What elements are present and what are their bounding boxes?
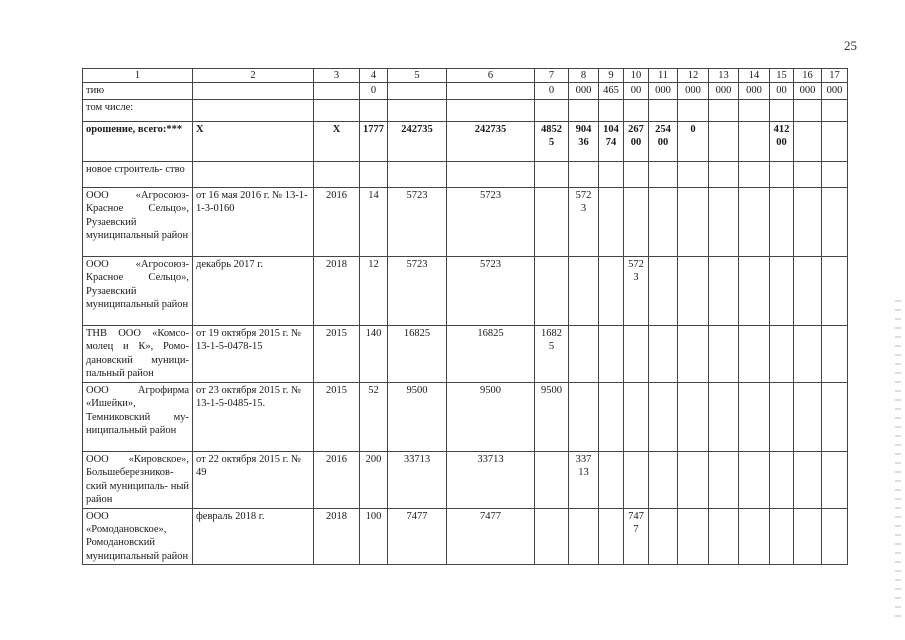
value-cell (770, 188, 794, 257)
value-cell (822, 451, 848, 508)
row-label: ООО Агрофирма «Ишейки», Темниковский му- ниципальный район (83, 382, 193, 451)
value-cell (649, 188, 678, 257)
value-cell (535, 100, 569, 122)
value-cell (709, 508, 739, 565)
value-cell: 200 (360, 451, 388, 508)
value-cell (624, 188, 649, 257)
value-cell: 465 (599, 83, 624, 100)
value-cell (599, 257, 624, 326)
value-cell (569, 100, 599, 122)
value-cell: 4852 5 (535, 122, 569, 162)
value-cell: 5723 (388, 188, 447, 257)
value-cell (739, 508, 770, 565)
value-cell: 412 00 (770, 122, 794, 162)
row-romodanovskoe (83, 508, 848, 565)
value-cell (569, 326, 599, 383)
row-label: орошение, всего:*** (83, 122, 193, 162)
value-cell (822, 162, 848, 188)
row-ishеyki (83, 382, 848, 451)
permit-cell (193, 83, 314, 100)
value-cell (678, 162, 709, 188)
row-label: ООО «Агросоюз-Красное Сельцо», Рузаевский муниципальный район (83, 188, 193, 257)
value-cell: 2015 (314, 326, 360, 383)
value-cell: 104 74 (599, 122, 624, 162)
value-cell (649, 326, 678, 383)
value-cell (569, 162, 599, 188)
value-cell (649, 257, 678, 326)
value-cell: 242735 (447, 122, 535, 162)
value-cell (794, 122, 822, 162)
value-cell: 140 (360, 326, 388, 383)
value-cell (678, 257, 709, 326)
column-number: 6 (447, 69, 535, 83)
value-cell (794, 508, 822, 565)
value-cell (739, 122, 770, 162)
column-number: 17 (822, 69, 848, 83)
value-cell (535, 508, 569, 565)
value-cell (822, 257, 848, 326)
column-number-row (83, 69, 848, 83)
column-number: 2 (193, 69, 314, 83)
value-cell: 000 (794, 83, 822, 100)
value-cell (822, 188, 848, 257)
value-cell: 00 (624, 83, 649, 100)
row-agrosoyuz-2018 (83, 257, 848, 326)
value-cell (535, 257, 569, 326)
column-number: 5 (388, 69, 447, 83)
row-label: тию (83, 83, 193, 100)
value-cell (535, 188, 569, 257)
investment-table (82, 68, 848, 565)
value-cell (624, 451, 649, 508)
permit-cell: от 23 октября 2015 г. № 13-1-5-0485-15. (193, 382, 314, 451)
value-cell (599, 451, 624, 508)
value-cell (599, 326, 624, 383)
value-cell (624, 162, 649, 188)
permit-cell (193, 162, 314, 188)
value-cell: 33713 (447, 451, 535, 508)
value-cell: 9500 (535, 382, 569, 451)
value-cell: 0 (678, 122, 709, 162)
value-cell (794, 162, 822, 188)
value-cell: 000 (709, 83, 739, 100)
row-label: ООО «Кировское», Большеберезников- ский муниципаль- ный район (83, 451, 193, 508)
value-cell (770, 326, 794, 383)
value-cell: 2018 (314, 257, 360, 326)
row-label: том числе: (83, 100, 193, 122)
column-number: 10 (624, 69, 649, 83)
value-cell (794, 257, 822, 326)
permit-cell: февраль 2018 г. (193, 508, 314, 565)
value-cell (678, 188, 709, 257)
value-cell: 337 13 (569, 451, 599, 508)
value-cell (794, 100, 822, 122)
value-cell: Х (314, 122, 360, 162)
value-cell (447, 83, 535, 100)
value-cell: 00 (770, 83, 794, 100)
column-number: 16 (794, 69, 822, 83)
value-cell (770, 382, 794, 451)
value-cell (794, 382, 822, 451)
value-cell: 0 (535, 83, 569, 100)
value-cell: 5723 (388, 257, 447, 326)
value-cell (709, 122, 739, 162)
row-irrigation-total (83, 122, 848, 162)
row-label: ООО «Агросоюз-Красное Сельцо», Рузаевский муниципальный район (83, 257, 193, 326)
value-cell (794, 326, 822, 383)
value-cell: 000 (678, 83, 709, 100)
value-cell (709, 162, 739, 188)
value-cell: 7477 (447, 508, 535, 565)
value-cell (739, 382, 770, 451)
value-cell (709, 382, 739, 451)
row-agrosoyuz-2016 (83, 188, 848, 257)
value-cell: 904 36 (569, 122, 599, 162)
value-cell (569, 382, 599, 451)
value-cell (770, 257, 794, 326)
value-cell (447, 162, 535, 188)
column-number: 15 (770, 69, 794, 83)
value-cell (709, 326, 739, 383)
value-cell (388, 83, 447, 100)
column-number: 4 (360, 69, 388, 83)
value-cell (770, 451, 794, 508)
value-cell: 9500 (388, 382, 447, 451)
value-cell (314, 100, 360, 122)
column-number: 12 (678, 69, 709, 83)
value-cell (770, 162, 794, 188)
value-cell: 572 3 (624, 257, 649, 326)
scan-edge-artifact (895, 300, 901, 620)
column-number: 14 (739, 69, 770, 83)
value-cell (624, 326, 649, 383)
value-cell: 2018 (314, 508, 360, 565)
value-cell: 1682 5 (535, 326, 569, 383)
value-cell (360, 100, 388, 122)
value-cell: 2016 (314, 188, 360, 257)
value-cell (794, 188, 822, 257)
value-cell: 52 (360, 382, 388, 451)
value-cell (678, 451, 709, 508)
value-cell (822, 122, 848, 162)
value-cell: 5723 (447, 257, 535, 326)
value-cell (678, 508, 709, 565)
value-cell: 254 00 (649, 122, 678, 162)
value-cell (649, 451, 678, 508)
column-number: 7 (535, 69, 569, 83)
value-cell: 000 (569, 83, 599, 100)
value-cell (739, 162, 770, 188)
value-cell: 14 (360, 188, 388, 257)
row-label: ООО «Ромодановское», Ромодановский муниципальный район (83, 508, 193, 565)
value-cell (599, 162, 624, 188)
value-cell (739, 100, 770, 122)
value-cell: 0 (360, 83, 388, 100)
value-cell (388, 162, 447, 188)
row-label: ТНВ ООО «Комсо- молец и К», Ромо- дановский муници- пальный район (83, 326, 193, 383)
value-cell (649, 100, 678, 122)
value-cell (822, 100, 848, 122)
permit-cell: от 19 октября 2015 г. № 13-1-5-0478-15 (193, 326, 314, 383)
value-cell (739, 188, 770, 257)
row-in-that-number (83, 100, 848, 122)
value-cell (770, 508, 794, 565)
value-cell (314, 162, 360, 188)
permit-cell: от 22 октября 2015 г. № 49 (193, 451, 314, 508)
value-cell (360, 162, 388, 188)
value-cell: 000 (739, 83, 770, 100)
value-cell (649, 382, 678, 451)
value-cell: 000 (649, 83, 678, 100)
value-cell: 16825 (447, 326, 535, 383)
value-cell (822, 382, 848, 451)
value-cell: 12 (360, 257, 388, 326)
column-number: 8 (569, 69, 599, 83)
value-cell: 242735 (388, 122, 447, 162)
value-cell (388, 100, 447, 122)
value-cell (624, 382, 649, 451)
permit-cell (193, 100, 314, 122)
value-cell (447, 100, 535, 122)
row-new-construction (83, 162, 848, 188)
value-cell (569, 508, 599, 565)
permit-cell: от 16 мая 2016 г. № 13-1-1-3-0160 (193, 188, 314, 257)
value-cell: 572 3 (569, 188, 599, 257)
value-cell (739, 326, 770, 383)
row-label: новое строитель- ство (83, 162, 193, 188)
row-komsomolets (83, 326, 848, 383)
value-cell (739, 257, 770, 326)
value-cell (649, 162, 678, 188)
value-cell (709, 100, 739, 122)
value-cell (770, 100, 794, 122)
value-cell (649, 508, 678, 565)
value-cell (569, 257, 599, 326)
page-number: 25 (844, 38, 857, 53)
value-cell (678, 100, 709, 122)
value-cell: 267 00 (624, 122, 649, 162)
permit-cell: декабрь 2017 г. (193, 257, 314, 326)
row-kirovskoe (83, 451, 848, 508)
value-cell (709, 257, 739, 326)
value-cell: 1777 (360, 122, 388, 162)
value-cell: 747 7 (624, 508, 649, 565)
value-cell: 9500 (447, 382, 535, 451)
value-cell (822, 326, 848, 383)
value-cell (822, 508, 848, 565)
column-number: 11 (649, 69, 678, 83)
value-cell (535, 451, 569, 508)
value-cell (535, 162, 569, 188)
value-cell: 16825 (388, 326, 447, 383)
column-number: 3 (314, 69, 360, 83)
value-cell: 100 (360, 508, 388, 565)
value-cell (599, 508, 624, 565)
value-cell (794, 451, 822, 508)
value-cell: 2016 (314, 451, 360, 508)
value-cell: 000 (822, 83, 848, 100)
value-cell (599, 188, 624, 257)
row-total-continuation (83, 83, 848, 100)
permit-cell: Х (193, 122, 314, 162)
value-cell (709, 188, 739, 257)
value-cell (624, 100, 649, 122)
column-number: 1 (83, 69, 193, 83)
value-cell (599, 382, 624, 451)
value-cell: 5723 (447, 188, 535, 257)
value-cell: 2015 (314, 382, 360, 451)
value-cell (599, 100, 624, 122)
value-cell (314, 83, 360, 100)
value-cell (678, 382, 709, 451)
value-cell (678, 326, 709, 383)
column-number: 9 (599, 69, 624, 83)
column-number: 13 (709, 69, 739, 83)
value-cell (709, 451, 739, 508)
value-cell: 7477 (388, 508, 447, 565)
value-cell (739, 451, 770, 508)
value-cell: 33713 (388, 451, 447, 508)
